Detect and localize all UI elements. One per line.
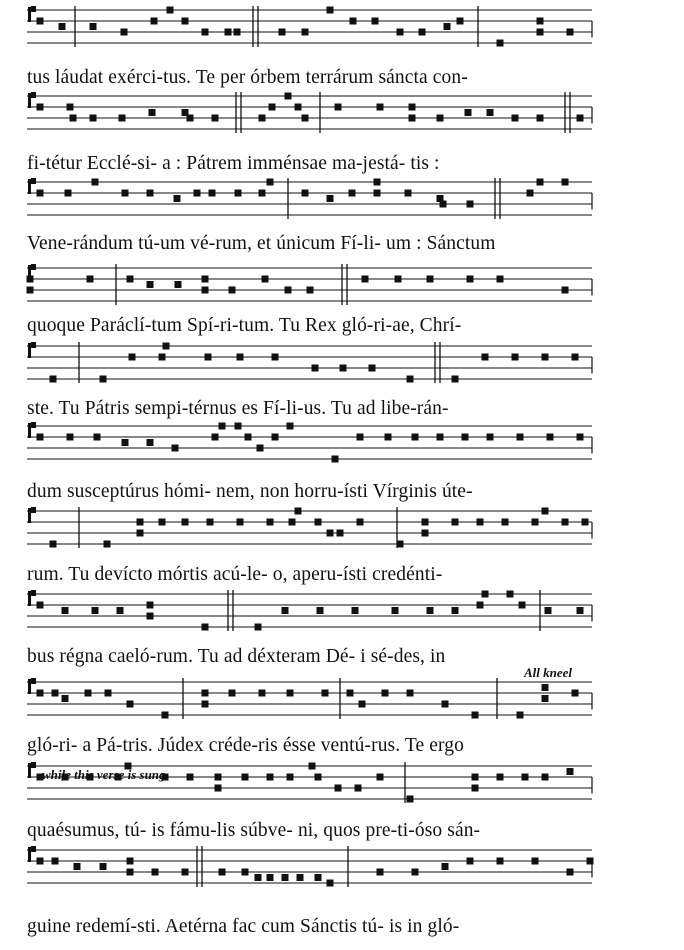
neume — [407, 690, 414, 697]
staff — [0, 178, 684, 230]
neume — [487, 434, 494, 441]
neume — [482, 354, 489, 361]
neume — [159, 354, 166, 361]
neume — [202, 29, 209, 36]
neume — [259, 190, 266, 197]
neume — [452, 376, 459, 383]
neume — [37, 858, 44, 865]
neume — [37, 690, 44, 697]
neume — [282, 607, 289, 614]
neume — [272, 354, 279, 361]
neume — [50, 541, 57, 548]
neume — [377, 869, 384, 876]
neume — [347, 690, 354, 697]
neume — [327, 7, 334, 14]
double-bar — [228, 590, 233, 631]
neume — [212, 115, 219, 122]
lyric-line: tus láudat exérci-tus. Te per órbem terrárum sáncta con- — [27, 67, 468, 88]
neume — [577, 115, 584, 122]
neume — [537, 29, 544, 36]
neume — [137, 519, 144, 526]
neume — [487, 109, 494, 116]
neume — [127, 858, 134, 865]
c-clef-icon — [28, 178, 36, 194]
neume — [94, 434, 101, 441]
neume — [229, 690, 236, 697]
neume — [442, 701, 449, 708]
neume — [289, 519, 296, 526]
neume — [467, 858, 474, 865]
neume — [219, 869, 226, 876]
c-clef-icon — [28, 507, 36, 523]
neume — [302, 29, 309, 36]
c-clef-icon — [28, 92, 36, 108]
neume — [349, 190, 356, 197]
neume — [537, 179, 544, 186]
neume — [255, 874, 262, 881]
neume — [92, 607, 99, 614]
staff — [0, 92, 684, 144]
c-clef-icon — [28, 342, 36, 358]
neume — [340, 365, 347, 372]
neume — [562, 179, 569, 186]
lyric-line: dum susceptúrus hómi- nem, non horru-ísti Vírginis úte- — [27, 481, 473, 502]
neume — [37, 18, 44, 25]
neume — [312, 365, 319, 372]
neume — [397, 29, 404, 36]
neume — [194, 190, 201, 197]
neume — [567, 29, 574, 36]
neume — [257, 445, 264, 452]
neume — [37, 434, 44, 441]
neume — [147, 439, 154, 446]
neume — [567, 869, 574, 876]
double-bar — [253, 6, 258, 47]
neume — [149, 109, 156, 116]
rubric-all-kneel: All kneel — [524, 665, 573, 680]
neume — [374, 190, 381, 197]
neume — [52, 690, 59, 697]
neume — [27, 287, 34, 294]
neume — [215, 774, 222, 781]
c-clef-icon — [28, 762, 36, 778]
neume — [295, 508, 302, 515]
neume — [237, 519, 244, 526]
neume — [225, 29, 232, 36]
neume — [182, 519, 189, 526]
neume — [297, 874, 304, 881]
neume — [350, 18, 357, 25]
neume — [440, 201, 447, 208]
neume — [537, 18, 544, 25]
neume — [467, 276, 474, 283]
neume — [412, 434, 419, 441]
neume — [315, 519, 322, 526]
neume — [121, 29, 128, 36]
neume — [409, 115, 416, 122]
lyric-line: bus régna caeló-rum. Tu ad déxteram Dé- i sé-des, in — [27, 646, 446, 667]
neume — [219, 423, 226, 430]
neume — [137, 530, 144, 537]
neume — [335, 104, 342, 111]
neume — [427, 276, 434, 283]
neume — [537, 115, 544, 122]
neume — [397, 541, 404, 548]
neume — [452, 607, 459, 614]
neume — [307, 287, 314, 294]
neume — [497, 40, 504, 47]
neume — [235, 190, 242, 197]
neume — [205, 354, 212, 361]
neume — [127, 701, 134, 708]
double-bar — [435, 342, 440, 383]
neume — [502, 519, 509, 526]
neume — [37, 602, 44, 609]
neume — [497, 858, 504, 865]
neume — [422, 519, 429, 526]
neume — [202, 624, 209, 631]
neume — [587, 858, 594, 865]
neume — [577, 434, 584, 441]
neume — [395, 276, 402, 283]
neume — [62, 695, 69, 702]
neume — [567, 768, 574, 775]
staff — [0, 846, 684, 898]
neume — [245, 434, 252, 441]
staff — [0, 6, 684, 58]
neume — [87, 276, 94, 283]
neume — [352, 607, 359, 614]
neume — [90, 115, 97, 122]
neume — [122, 190, 129, 197]
neume — [262, 276, 269, 283]
neume — [562, 287, 569, 294]
neume — [327, 195, 334, 202]
neume — [127, 276, 134, 283]
neume — [27, 276, 34, 283]
staff — [0, 590, 684, 642]
neume — [62, 607, 69, 614]
neume — [405, 190, 412, 197]
neume — [105, 690, 112, 697]
neume — [234, 29, 241, 36]
neume — [147, 602, 154, 609]
neume — [100, 863, 107, 870]
c-clef-icon — [28, 590, 36, 606]
neume — [317, 607, 324, 614]
neume — [242, 774, 249, 781]
neume — [267, 519, 274, 526]
neume — [74, 863, 81, 870]
neume — [259, 115, 266, 122]
neume — [465, 109, 472, 116]
neume — [202, 276, 209, 283]
neume — [512, 354, 519, 361]
neume — [542, 354, 549, 361]
neume — [59, 23, 66, 30]
neume — [255, 624, 262, 631]
staff — [0, 264, 684, 316]
neume — [315, 874, 322, 881]
neume — [67, 104, 74, 111]
neume — [467, 201, 474, 208]
neume — [372, 18, 379, 25]
neume — [542, 508, 549, 515]
neume — [532, 858, 539, 865]
lyric-line: Vene-rándum tú-um vé-rum, et únicum Fí-li- um : Sánctum — [27, 233, 496, 254]
neume — [122, 439, 129, 446]
neume — [267, 874, 274, 881]
neume — [267, 774, 274, 781]
neume — [229, 287, 236, 294]
neume — [572, 354, 579, 361]
neume — [147, 613, 154, 620]
neume — [285, 93, 292, 100]
staff — [0, 678, 684, 730]
neume — [37, 190, 44, 197]
neume — [302, 190, 309, 197]
neume — [522, 774, 529, 781]
neume — [577, 607, 584, 614]
neume — [442, 863, 449, 870]
neume — [369, 365, 376, 372]
neume — [90, 23, 97, 30]
neume — [302, 115, 309, 122]
neume — [332, 456, 339, 463]
neume — [104, 541, 111, 548]
neume — [437, 434, 444, 441]
neume — [322, 690, 329, 697]
neume — [507, 591, 514, 598]
neume — [285, 287, 292, 294]
staff — [0, 422, 684, 474]
neume — [295, 104, 302, 111]
neume — [497, 774, 504, 781]
neume — [385, 434, 392, 441]
neume — [497, 276, 504, 283]
neume — [407, 376, 414, 383]
double-bar — [236, 92, 241, 133]
lyric-line: quoque Paráclí-tum Spí-ri-tum. Tu Rex gló-ri-ae, Chrí- — [27, 315, 462, 336]
neume — [182, 869, 189, 876]
neume — [287, 690, 294, 697]
neume — [407, 796, 414, 803]
neume — [202, 690, 209, 697]
neume — [472, 712, 479, 719]
neume — [517, 434, 524, 441]
neume — [374, 179, 381, 186]
neume — [382, 690, 389, 697]
neume — [50, 376, 57, 383]
neume — [512, 115, 519, 122]
neume — [357, 434, 364, 441]
neume — [412, 869, 419, 876]
lyric-line: rum. Tu devícto mórtis acú-le- o, aperu-ísti credénti- — [27, 564, 443, 585]
neume — [202, 701, 209, 708]
neume — [287, 774, 294, 781]
neume — [327, 530, 334, 537]
neume — [127, 869, 134, 876]
rubric-while-sung: while this verse is sung. — [42, 767, 169, 782]
neume — [427, 607, 434, 614]
double-bar — [342, 264, 347, 305]
neume — [279, 29, 286, 36]
neume — [409, 104, 416, 111]
neume — [209, 190, 216, 197]
neume — [67, 434, 74, 441]
neume — [242, 869, 249, 876]
neume — [147, 281, 154, 288]
neume — [267, 179, 274, 186]
neume — [167, 7, 174, 14]
neume — [519, 602, 526, 609]
neume — [282, 874, 289, 881]
neume — [182, 18, 189, 25]
neume — [444, 23, 451, 30]
neume — [472, 785, 479, 792]
neume — [52, 858, 59, 865]
neume — [129, 354, 136, 361]
neume — [477, 519, 484, 526]
neume — [457, 18, 464, 25]
neume — [359, 701, 366, 708]
neume — [462, 434, 469, 441]
neume — [269, 104, 276, 111]
neume — [517, 712, 524, 719]
neume — [187, 115, 194, 122]
lyric-line: quaésumus, tú- is fámu-lis súbve- ni, quos pre-ti-óso sán- — [27, 820, 481, 841]
neume — [212, 434, 219, 441]
neume — [472, 774, 479, 781]
neume — [70, 115, 77, 122]
staff — [0, 342, 684, 394]
neume — [174, 195, 181, 202]
neume — [65, 190, 72, 197]
neume — [437, 115, 444, 122]
neume — [151, 18, 158, 25]
neume — [100, 376, 107, 383]
neume — [309, 763, 316, 770]
neume — [452, 519, 459, 526]
neume — [207, 519, 214, 526]
neume — [547, 434, 554, 441]
lyric-line: gló-ri- a Pá-tris. Júdex créde-ris ésse ventú-rus. Te ergo — [27, 735, 464, 756]
neume — [85, 690, 92, 697]
neume — [532, 519, 539, 526]
neume — [357, 519, 364, 526]
neume — [259, 690, 266, 697]
neume — [237, 354, 244, 361]
neume — [335, 785, 342, 792]
neume — [355, 785, 362, 792]
neume — [37, 104, 44, 111]
neume — [172, 445, 179, 452]
double-bar — [495, 178, 500, 219]
neume — [582, 519, 589, 526]
neume — [392, 607, 399, 614]
neume — [159, 519, 166, 526]
neume — [272, 434, 279, 441]
neume — [92, 179, 99, 186]
neume — [482, 591, 489, 598]
neume — [562, 519, 569, 526]
neume — [422, 530, 429, 537]
neume — [119, 115, 126, 122]
neume — [202, 287, 209, 294]
neume — [572, 690, 579, 697]
neume — [327, 880, 334, 887]
neume — [377, 774, 384, 781]
staff — [0, 507, 684, 559]
neume — [377, 104, 384, 111]
neume — [117, 607, 124, 614]
neume — [545, 607, 552, 614]
neume — [152, 869, 159, 876]
neume — [287, 423, 294, 430]
neume — [215, 785, 222, 792]
neume — [163, 343, 170, 350]
c-clef-icon — [28, 678, 36, 694]
neume — [175, 281, 182, 288]
lyric-line: guine redemí-sti. Aetérna fac cum Sánctis tú- is in gló- — [27, 916, 460, 937]
neume — [147, 190, 154, 197]
neume — [235, 423, 242, 430]
neume — [542, 684, 549, 691]
c-clef-icon — [28, 6, 36, 22]
neume — [477, 602, 484, 609]
neume — [542, 695, 549, 702]
lyric-line: ste. Tu Pátris sempi-térnus es Fí-li-us. Tu ad libe-rán- — [27, 398, 449, 419]
neume — [527, 190, 534, 197]
c-clef-icon — [28, 422, 36, 438]
neume — [187, 774, 194, 781]
neume — [419, 29, 426, 36]
double-bar — [565, 92, 570, 133]
neume — [337, 530, 344, 537]
neume — [162, 712, 169, 719]
lyric-line: fi-tétur Ecclé-si- a : Pátrem imménsae ma-jestá- tis : — [27, 153, 440, 174]
c-clef-icon — [28, 846, 36, 862]
double-bar — [197, 846, 202, 887]
neume — [315, 774, 322, 781]
neume — [362, 276, 369, 283]
neume — [542, 774, 549, 781]
